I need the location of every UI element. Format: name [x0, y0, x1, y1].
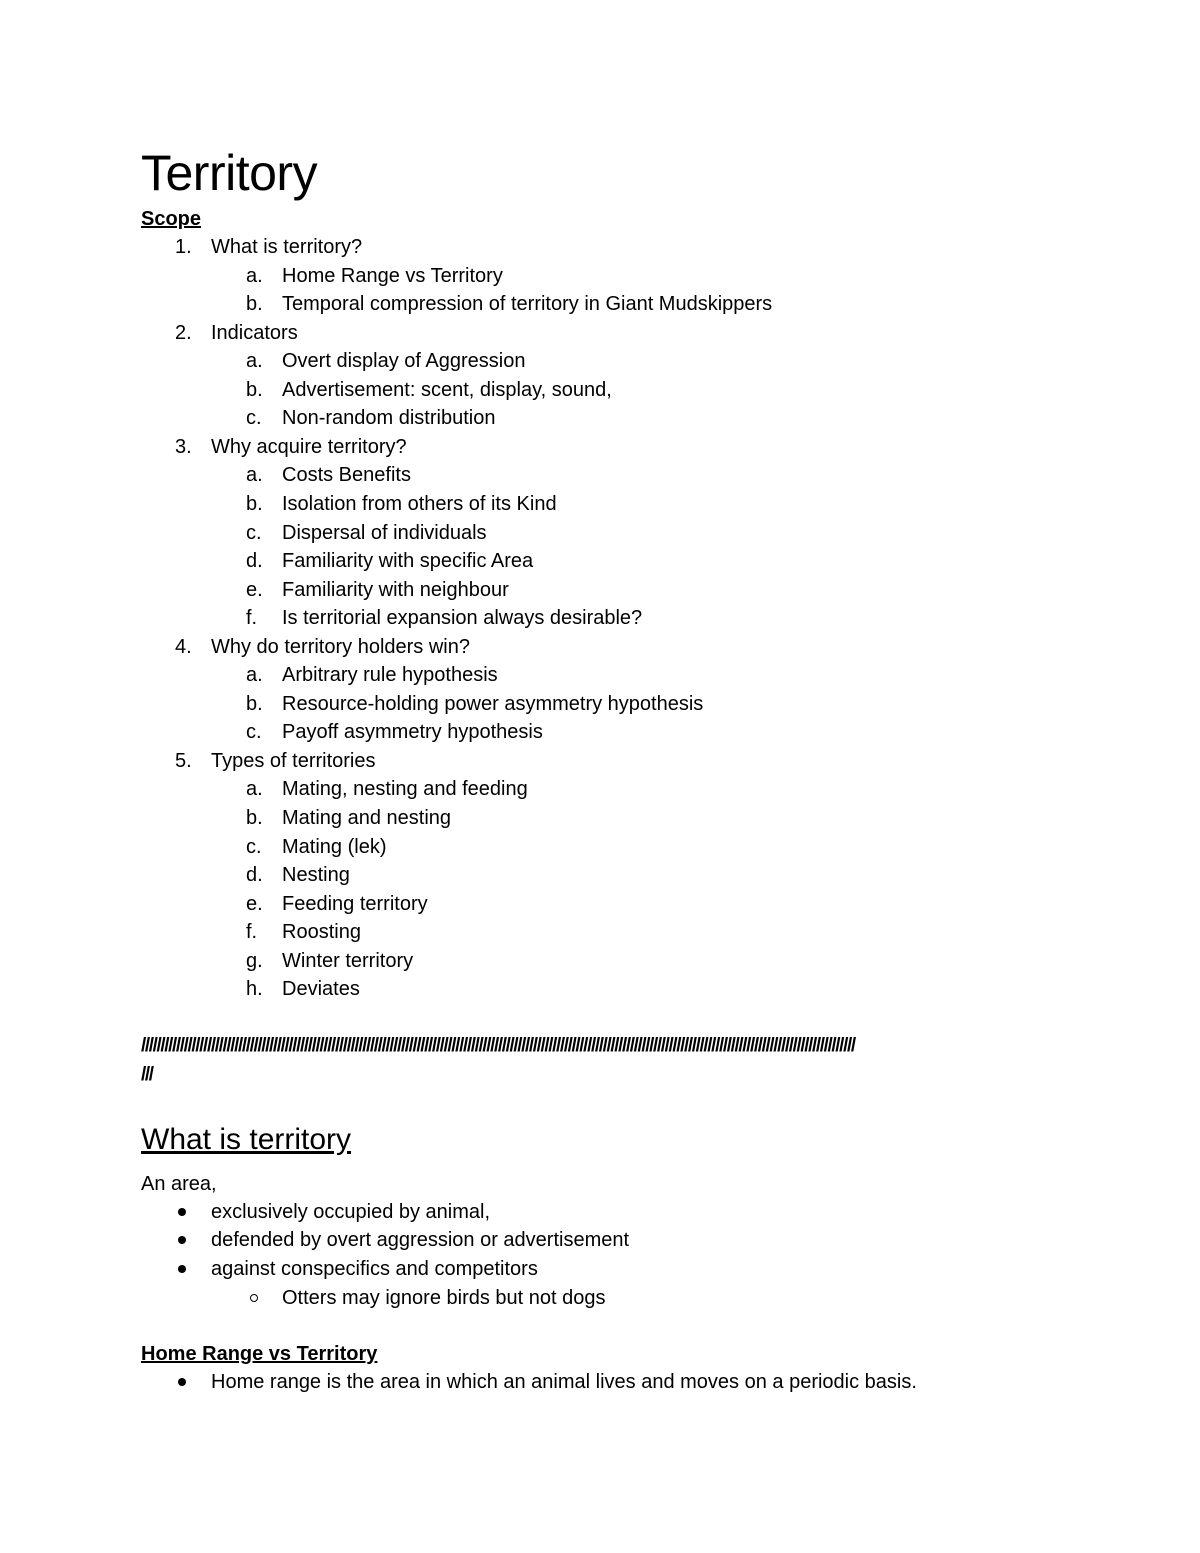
scope-item-number: 1.: [175, 236, 192, 258]
scope-subitem-letter: d.: [246, 864, 263, 887]
bullet-text: Home range is the area in which an animal lives and moves on a periodic basis.: [211, 1371, 917, 1393]
sub-bullet-text: Otters may ignore birds but not dogs: [282, 1287, 606, 1309]
bullet-text: exclusively occupied by animal,: [211, 1201, 491, 1223]
scope-subitem-text: Mating (lek): [282, 835, 387, 858]
scope-item-text: Why do territory holders win?: [211, 635, 470, 658]
scope-subitem-text: Resource-holding power asymmetry hypothesis: [282, 692, 704, 715]
scope-subitem-text: Mating and nesting: [282, 807, 452, 829]
scope-subitem-letter: c.: [246, 407, 262, 430]
scope-subitem-text: Deviates: [282, 978, 360, 1001]
scope-heading: Scope: [141, 208, 202, 230]
bullet-ring-icon: [250, 1294, 258, 1302]
scope-subitem-letter: a.: [246, 778, 263, 801]
scope-subitem-letter: c.: [246, 835, 262, 858]
scope-subitem-letter: a.: [246, 350, 263, 373]
scope-item-number: 3.: [175, 435, 192, 458]
scope-subitem-letter: b.: [246, 293, 263, 316]
scope-subitem-letter: a.: [246, 664, 263, 687]
scope-subitem-letter: b.: [246, 492, 263, 515]
scope-subitem-text: Nesting: [282, 864, 350, 887]
scope-subitem-text: Non-random distribution: [282, 407, 496, 430]
scope-item-number: 5.: [175, 749, 192, 772]
scope-subitem-letter: b.: [246, 807, 263, 829]
scope-item-text: Why acquire territory?: [211, 435, 407, 458]
section-heading: What is territory: [141, 1123, 352, 1156]
scope-subitem-letter: b.: [246, 692, 263, 715]
bullet-dot-icon: [178, 1265, 186, 1273]
scope-subitem-letter: g.: [246, 949, 263, 972]
scope-subitem-text: Payoff asymmetry hypothesis: [282, 721, 543, 744]
scope-subitem-text: Winter territory: [282, 949, 414, 972]
scope-subitem-letter: a.: [246, 264, 263, 287]
scope-subitem-text: Familiarity with neighbour: [282, 578, 509, 601]
scope-subitem-letter: h.: [246, 978, 263, 1001]
scope-subitem-letter: c.: [246, 521, 262, 544]
bullet-dot-icon: [178, 1208, 186, 1216]
scope-subitem-text: Familiarity with specific Area: [282, 550, 534, 573]
scope-subitem-text: Advertisement: scent, display, sound,: [282, 378, 612, 401]
scope-subitem-text: Is territorial expansion always desirable?: [282, 607, 643, 630]
scope-subitem-letter: e.: [246, 578, 263, 601]
divider-line-1: ////////////////////////////////////////////////////////////////////////////////////////////////////////////////////////////////////////////////////////////////////////////////////////: [141, 1035, 855, 1056]
document-title: Territory: [141, 145, 318, 201]
scope-subitem-text: Roosting: [282, 921, 361, 944]
scope-subitem-letter: f.: [246, 921, 258, 944]
subsection-heading: Home Range vs Territory: [141, 1343, 378, 1365]
scope-subitem-text: Mating, nesting and feeding: [282, 778, 528, 801]
scope-subitem-text: Home Range vs Territory: [282, 264, 503, 287]
scope-item-number: 2.: [175, 321, 192, 344]
bullet-dot-icon: [178, 1378, 186, 1386]
scope-subitem-letter: f.: [246, 607, 258, 630]
scope-subitem-text: Dispersal of individuals: [282, 521, 487, 544]
scope-item-text: What is territory?: [211, 236, 363, 258]
scope-subitem-letter: d.: [246, 550, 263, 573]
scope-subitem-text: Arbitrary rule hypothesis: [282, 664, 498, 687]
scope-subitem-letter: e.: [246, 892, 263, 915]
scope-subitem-letter: a.: [246, 464, 263, 487]
scope-subitem-text: Isolation from others of its Kind: [282, 492, 557, 515]
bullet-text: against conspecifics and competitors: [211, 1258, 538, 1280]
scope-subitem-letter: c.: [246, 721, 262, 744]
scope-subitem-text: Costs Benefits: [282, 464, 411, 487]
scope-item-number: 4.: [175, 635, 192, 658]
scope-item-text: Indicators: [211, 321, 298, 344]
scope-subitem-text: Overt display of Aggression: [282, 350, 526, 373]
bullet-dot-icon: [178, 1236, 186, 1244]
section-intro: An area,: [141, 1173, 217, 1195]
scope-subitem-text: Temporal compression of territory in Giant Mudskippers: [282, 293, 773, 316]
bullet-text: defended by overt aggression or advertisement: [211, 1229, 630, 1251]
scope-subitem-text: Feeding territory: [282, 892, 428, 915]
divider-line: [141, 1031, 1061, 1089]
divider-line-2: ///: [141, 1064, 153, 1085]
scope-item-text: Types of territories: [211, 749, 376, 772]
scope-subitem-letter: b.: [246, 378, 263, 401]
